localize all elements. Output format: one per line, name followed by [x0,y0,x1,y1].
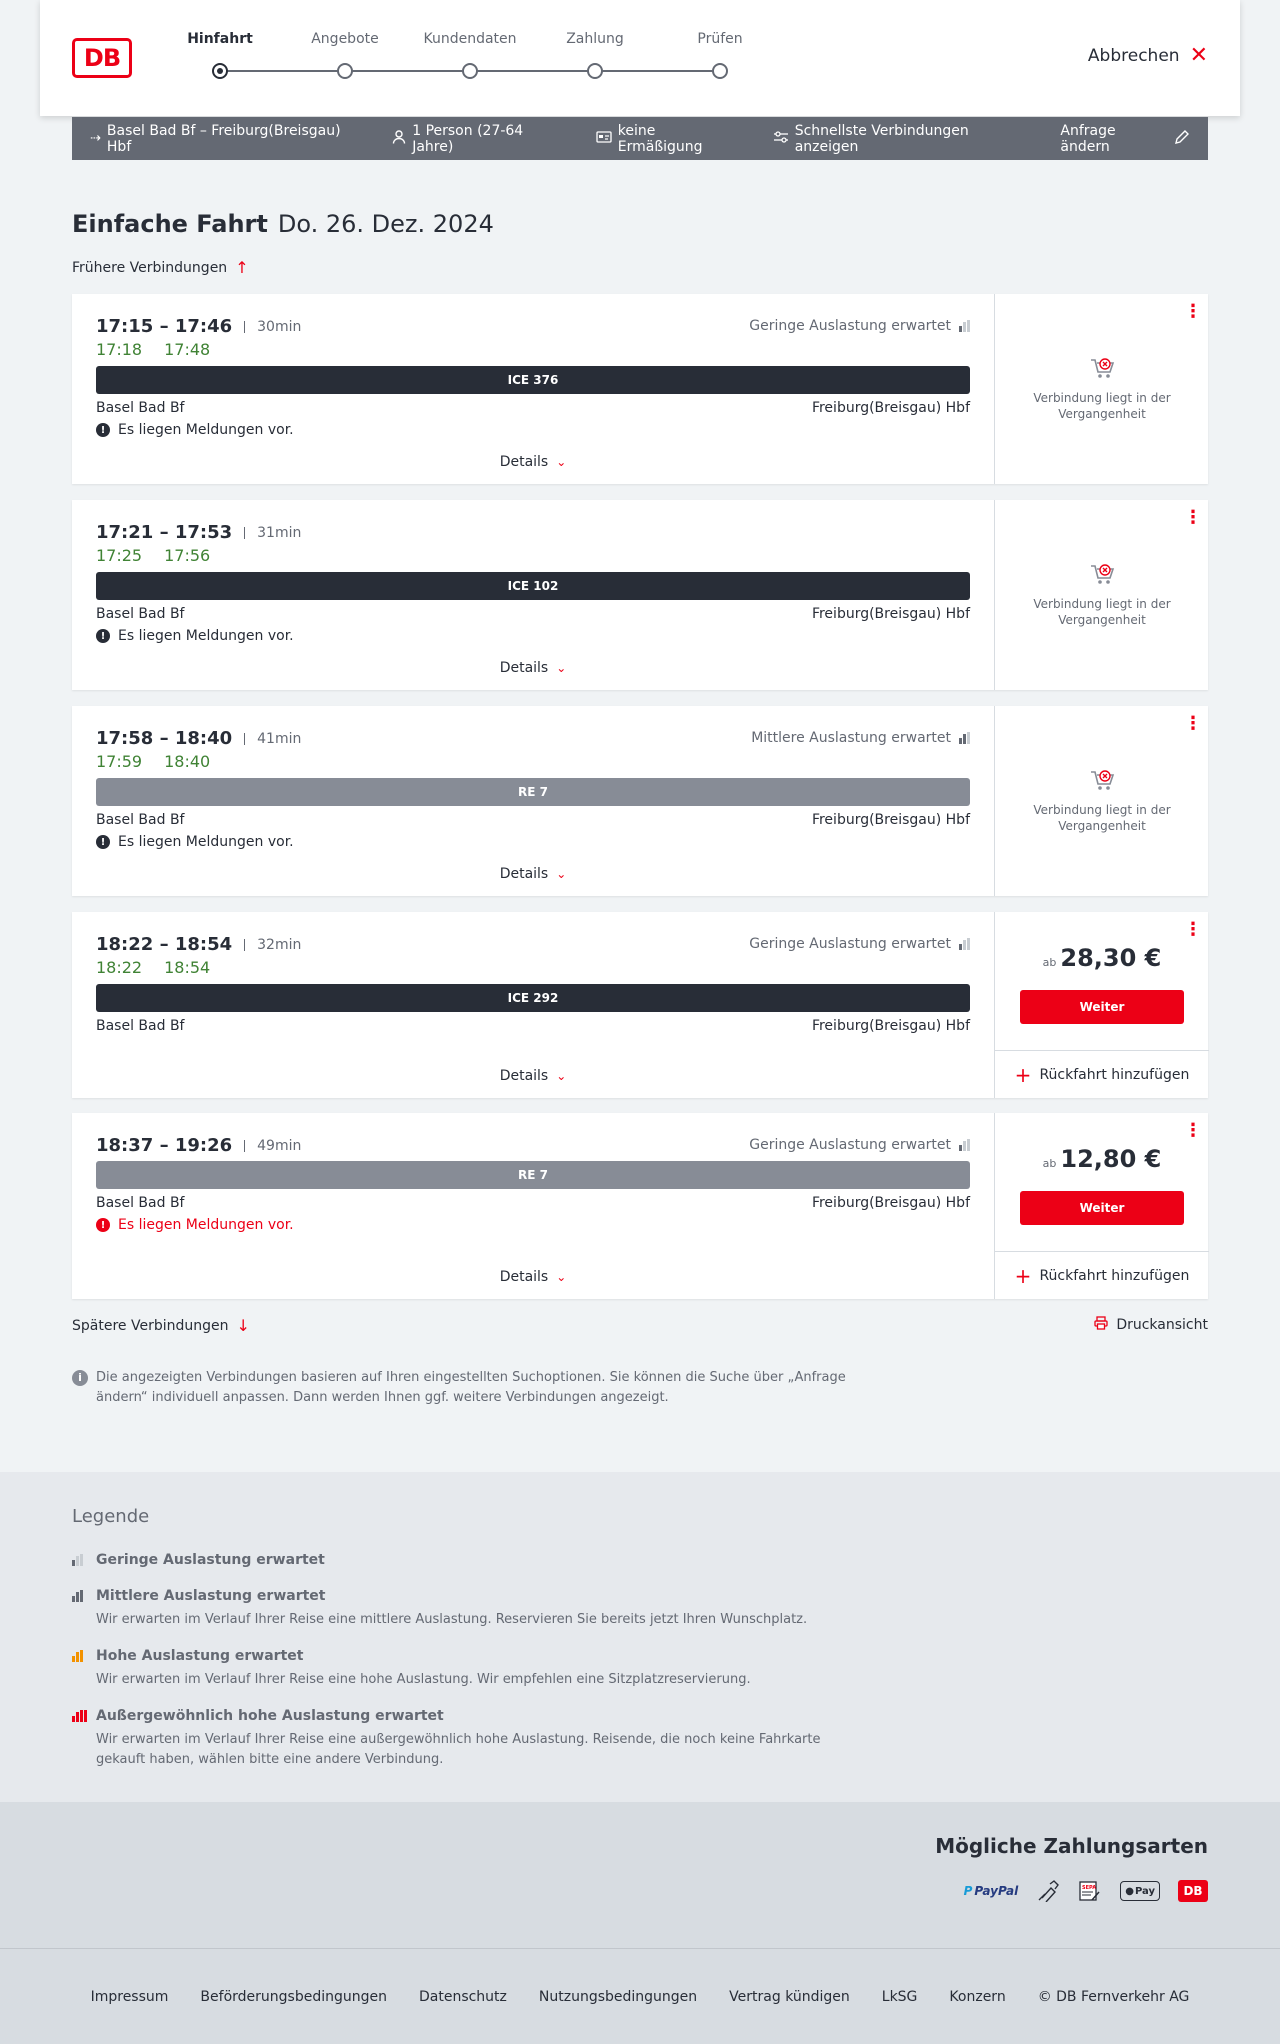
arrival-station: Freiburg(Breisgau) Hbf [811,812,970,828]
step-label: Zahlung [566,31,624,47]
past-text: Verbindung liegt in der Vergangenheit [1033,803,1171,833]
occupancy-info [749,1137,970,1153]
legend-head [72,1552,325,1568]
details-toggle[interactable] [72,866,994,882]
filter-icon [773,131,789,147]
step-pruefen [670,30,770,79]
footer-copyright: © DB Fernverkehr AG [1037,1988,1190,2005]
notice[interactable] [96,422,294,438]
step-dot [712,63,728,79]
time-range: 17:21 – 17:53 [96,522,233,543]
time-range: 17:15 – 17:46 [96,316,233,337]
more-options-icon[interactable]: ⋮ [1184,301,1202,322]
passenger-text: 1 Person (27-64 Jahre) [412,122,524,155]
legend-description: Wir erwarten im Verlauf Ihrer Reise eine mittlere Auslastung. Reservieren Sie bereits jetzt Ihren Wunschplatz. [96,1612,808,1627]
route-arrow-icon: ⇢ [90,131,101,146]
realtime-arrival: 18:54 [164,958,211,977]
connection-card[interactable] [72,294,1208,484]
page-title [72,210,494,238]
price-prefix: ab [1042,1157,1057,1170]
details-toggle[interactable] [72,1269,994,1285]
passenger-summary[interactable] [392,123,562,155]
chevron-down-icon: ⌄ [556,661,567,675]
departure-station: Basel Bad Bf [96,1195,185,1211]
train-name: RE 7 [518,785,548,799]
alert-icon: ! [96,835,110,849]
paypal-icon: P PayPal [963,1884,1019,1898]
arrival-station: Freiburg(Breisgau) Hbf [811,1195,970,1211]
step-label: Angebote [311,31,379,47]
trip-type: Einfache Fahrt [72,210,268,238]
planned-times [96,728,301,749]
chevron-down-icon: ⌄ [556,1270,567,1284]
search-summary-bar [72,117,1208,160]
plus-icon: + [1014,1263,1032,1288]
past-connection-info [995,766,1209,834]
db-payment-label: DB [1183,1884,1203,1898]
occupancy-info [749,318,970,334]
sepa-icon [1078,1880,1102,1902]
alert-icon: ! [96,1218,110,1232]
legend-section [0,1472,1280,1802]
printer-icon [1094,1316,1108,1334]
legend-head [72,1648,751,1664]
discount-summary[interactable] [596,123,739,155]
time-range: 18:22 – 18:54 [96,934,233,955]
step-label: Kundendaten [423,31,517,47]
print-view-link[interactable] [1094,1316,1208,1334]
realtime-times [96,546,210,565]
step-dot [212,63,228,79]
duration: 49min [244,1140,301,1152]
legend-head-text: Geringe Auslastung erwartet [96,1552,325,1568]
notice-text: Es liegen Meldungen vor. [118,422,294,438]
past-connection-info [995,354,1209,422]
past-connection-info [995,560,1209,628]
past-text: Verbindung liegt in der Vergangenheit [1033,597,1171,627]
legend-item [72,1648,751,1690]
occupancy-icon [72,1590,88,1602]
offer-panel [994,500,1208,690]
occupancy-icon [959,732,970,744]
stations [96,812,970,828]
continue-button[interactable]: Weiter [1020,990,1184,1024]
connection-card[interactable] [72,500,1208,690]
more-options-icon[interactable]: ⋮ [1184,1120,1202,1141]
more-options-icon[interactable]: ⋮ [1184,713,1202,734]
train-name: RE 7 [518,1168,548,1182]
occupancy-text: Mittlere Auslastung erwartet [751,730,951,746]
train-bar[interactable] [96,984,970,1012]
cart-disabled-icon [1088,354,1116,382]
notice[interactable] [96,628,294,644]
realtime-arrival: 17:48 [164,340,211,359]
change-request-button[interactable] [1060,123,1190,155]
change-request-label: Anfrage ändern [1060,122,1116,155]
departure-station: Basel Bad Bf [96,606,185,622]
cart-disabled-icon [1088,560,1116,588]
departure-station: Basel Bad Bf [96,812,185,828]
step-kundendaten [420,30,520,79]
time-range: 17:58 – 18:40 [96,728,233,749]
legend-head-text: Hohe Auslastung erwartet [96,1648,304,1664]
past-text: Verbindung liegt in der Vergangenheit [1033,391,1171,421]
notice-text: Es liegen Meldungen vor. [118,628,294,644]
arrow-down-icon: ↓ [236,1316,250,1335]
duration: 31min [244,527,301,539]
legend-item [72,1552,325,1568]
card-icon [596,131,612,147]
details-toggle[interactable] [72,454,994,470]
offer-panel [994,706,1208,896]
svg-text:SEPA: SEPA [1082,1885,1097,1891]
more-options-icon[interactable]: ⋮ [1184,507,1202,528]
cart-disabled-icon [1088,766,1116,794]
departure-station: Basel Bad Bf [96,1018,185,1034]
planned-times [96,934,301,955]
legend-head-text: Mittlere Auslastung erwartet [96,1588,326,1604]
person-icon [392,130,406,148]
add-return-trip-button[interactable] [995,1050,1209,1098]
info-note [72,1368,852,1408]
details-label: Details [499,660,549,676]
add-return-trip-button[interactable] [995,1251,1209,1299]
offer-panel [994,294,1208,484]
train-name: ICE 376 [507,373,559,387]
train-bar[interactable] [96,366,970,394]
cancel-label: Abbrechen [1087,46,1180,66]
legend-item [72,1708,872,1770]
connection-info [72,294,994,484]
db-logo[interactable]: DB [72,38,132,78]
notice-text: Es liegen Meldungen vor. [118,1217,294,1233]
paypal-label: PayPal [974,1884,1019,1898]
route-text: Basel Bad Bf – Freiburg(Breisgau) Hbf [106,122,341,155]
route-summary[interactable] [90,123,358,155]
occupancy-icon [72,1554,88,1566]
step-angebote [295,30,395,79]
payment-methods [964,1880,1208,1902]
fastest-text: Schnellste Verbindungen anzeigen [794,122,969,155]
stations [96,1195,970,1211]
notice[interactable] [96,834,294,850]
departure-station: Basel Bad Bf [96,400,185,416]
train-name: ICE 292 [507,991,559,1005]
planned-times [96,522,301,543]
arrival-station: Freiburg(Breisgau) Hbf [811,400,970,416]
step-hinfahrt [170,30,270,79]
occupancy-icon [959,320,970,332]
apple-pay-label: Pay [1134,1885,1155,1897]
realtime-arrival: 18:40 [164,752,211,771]
occupancy-icon [72,1650,88,1662]
realtime-departure: 17:18 [96,340,143,359]
step-dot [462,63,478,79]
duration: 30min [244,321,301,333]
offer-panel [994,912,1208,1098]
details-label: Details [499,1269,549,1285]
planned-times [96,1135,301,1156]
details-toggle[interactable] [72,660,994,676]
db-payment-icon [1178,1880,1208,1902]
legend-head-text: Außergewöhnlich hohe Auslastung erwartet [96,1708,444,1724]
footer-link-befoerderungsbedingungen[interactable]: Beförderungsbedingungen [200,1988,387,2005]
stations [96,1018,970,1034]
connection-card[interactable] [72,912,1208,1098]
payment-section [0,1802,1280,1948]
continue-button[interactable]: Weiter [1020,1191,1184,1225]
progress-stepper [170,30,770,90]
planned-times [96,316,301,337]
connection-card[interactable] [72,1113,1208,1299]
train-bar[interactable] [96,778,970,806]
occupancy-text: Geringe Auslastung erwartet [749,318,951,334]
offer-panel [994,1113,1208,1299]
legend-head [72,1588,807,1604]
print-label: Druckansicht [1116,1317,1208,1333]
footer-link-nutzungsbedingungen[interactable]: Nutzungsbedingungen [538,1988,698,2005]
info-icon: i [72,1370,88,1386]
arrival-station: Freiburg(Breisgau) Hbf [811,1018,970,1034]
realtime-times [96,958,210,977]
realtime-times [96,340,210,359]
price [995,944,1209,972]
footer [0,1948,1280,2044]
details-label: Details [499,1068,549,1084]
step-dot [337,63,353,79]
stations [96,400,970,416]
price [995,1145,1209,1173]
direct-debit-icon [1036,1880,1060,1902]
return-label: Rückfahrt hinzufügen [1039,1066,1190,1083]
realtime-departure: 17:59 [96,752,143,771]
footer-link-lksg[interactable]: LkSG [881,1988,918,2005]
realtime-departure: 17:25 [96,546,143,565]
connection-info [72,500,994,690]
duration: 41min [244,733,301,745]
occupancy-icon [959,1139,970,1151]
connection-info [72,1113,994,1299]
step-zahlung [545,30,645,79]
legend-description: Wir erwarten im Verlauf Ihrer Reise eine außergewöhnlich hohe Auslastung. Reisende, die noch keine Fahrkarte gekauft haben, wählen bitte eine andere Verbindung. [96,1732,821,1767]
later-connections-link[interactable] [72,1316,250,1335]
time-range: 18:37 – 19:26 [96,1135,233,1156]
return-label: Rückfahrt hinzufügen [1039,1267,1190,1284]
details-label: Details [499,866,549,882]
legend-head [72,1708,872,1724]
notice[interactable] [96,1217,294,1233]
occupancy-text: Geringe Auslastung erwartet [749,1137,951,1153]
legend-description: Wir erwarten im Verlauf Ihrer Reise eine hohe Auslastung. Wir empfehlen eine Sitzplatzreservierung. [96,1672,751,1687]
occupancy-info [749,936,970,952]
connection-info [72,706,994,896]
discount-text: keine Ermäßigung [617,122,703,155]
earlier-connections-link[interactable] [72,258,249,277]
price-prefix: ab [1042,956,1057,969]
notice-text: Es liegen Meldungen vor. [118,834,294,850]
earlier-label: Frühere Verbindungen [72,259,228,276]
arrow-up-icon: ↑ [235,258,249,277]
apple-pay-icon: ● Pay [1120,1881,1160,1901]
footer-link-datenschutz[interactable]: Datenschutz [418,1988,507,2005]
alert-icon: ! [96,423,110,437]
footer-link-konzern[interactable]: Konzern [949,1988,1006,2005]
fastest-option[interactable] [773,123,1027,155]
train-bar[interactable] [96,1161,970,1189]
info-text: Die angezeigten Verbindungen basieren auf Ihren eingestellten Suchoptionen. Sie können die Suche über „Anfrage ändern“ individuell anpassen. Dann werden Ihnen ggf. weitere Verbindungen angezeigt. [96,1370,846,1405]
payment-title: Mögliche Zahlungsarten [935,1834,1208,1858]
train-bar[interactable] [96,572,970,600]
later-label: Spätere Verbindungen [72,1317,229,1334]
step-label: Prüfen [697,31,743,47]
arrival-station: Freiburg(Breisgau) Hbf [811,606,970,622]
close-icon: ✕ [1189,43,1208,68]
realtime-arrival: 17:56 [164,546,211,565]
alert-icon: ! [96,629,110,643]
stations [96,606,970,622]
footer-link-vertrag-kuendigen[interactable]: Vertrag kündigen [729,1988,850,2005]
connection-info [72,912,994,1098]
occupancy-icon [72,1710,88,1722]
header [40,0,1240,116]
trip-date: Do. 26. Dez. 2024 [277,210,494,238]
connection-card[interactable] [72,706,1208,896]
plus-icon: + [1014,1062,1032,1087]
details-label: Details [499,454,549,470]
cancel-button[interactable] [1087,43,1208,68]
chevron-down-icon: ⌄ [556,455,567,469]
legend-item [72,1588,807,1630]
details-toggle[interactable] [72,1068,994,1084]
duration: 32min [244,939,301,951]
price-value: 28,30 € [1060,944,1162,972]
pencil-icon [1174,129,1190,149]
realtime-departure: 18:22 [96,958,143,977]
price-value: 12,80 € [1060,1145,1162,1173]
footer-link-impressum[interactable]: Impressum [90,1988,169,2005]
train-name: ICE 102 [507,579,559,593]
chevron-down-icon: ⌄ [556,1069,567,1083]
step-dot [587,63,603,79]
step-label: Hinfahrt [187,31,253,47]
more-options-icon[interactable]: ⋮ [1184,919,1202,940]
chevron-down-icon: ⌄ [556,867,567,881]
occupancy-icon [959,938,970,950]
legend-title: Legende [72,1506,150,1527]
occupancy-text: Geringe Auslastung erwartet [749,936,951,952]
occupancy-info [751,730,970,746]
realtime-times [96,752,210,771]
